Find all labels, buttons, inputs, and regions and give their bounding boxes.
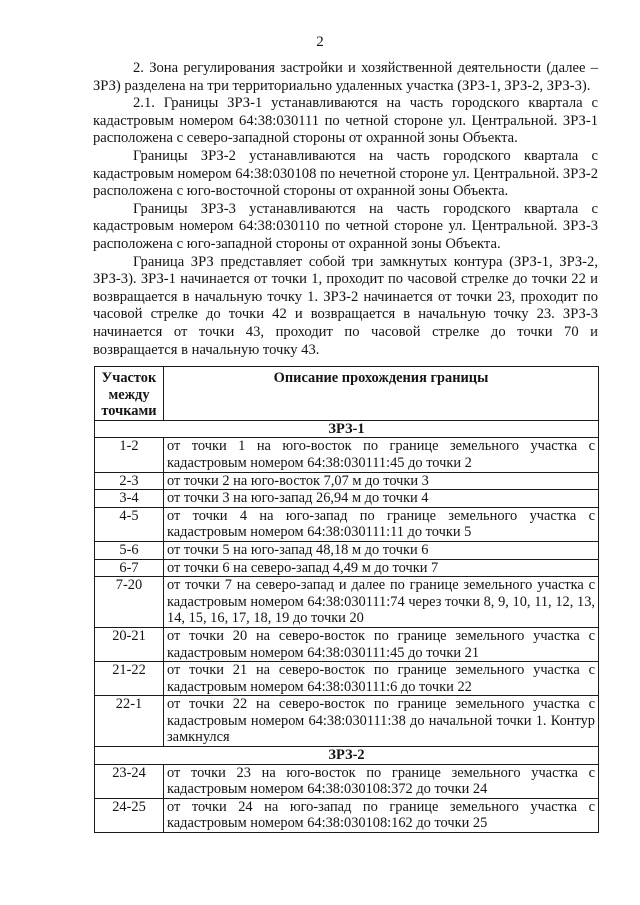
description-cell: от точки 20 на северо-восток по границе земельного участка с кадастровым номером 64:38:030111:45 до точки 21 (164, 627, 599, 661)
description-cell: от точки 21 на северо-восток по границе земельного участка с кадастровым номером 64:38:030111:6 до точки 22 (164, 662, 599, 696)
paragraph-zrz2-bounds: Границы ЗРЗ-2 устанавливаются на часть городского квартала с кадастровым номером 64:38:030108 по нечетной стороне ул. Центральной. ЗРЗ-2 расположена с юго-восточной стороны от охранной зоны Объекта. (93, 147, 598, 200)
segment-cell: 21-22 (95, 662, 164, 696)
paragraph-zrz1-bounds: 2.1. Границы ЗРЗ-1 устанавливаются на часть городского квартала с кадастровым номером 64:38:030111 по четной стороне ул. Центральной. ЗРЗ-1 расположена с северо-западной стороны от охранной зоны Объекта. (93, 95, 598, 147)
table-row (95, 438, 599, 472)
table-row (95, 627, 599, 661)
table-row (95, 559, 599, 577)
segment-cell: 6-7 (95, 559, 164, 577)
table-row (95, 577, 599, 628)
segment-cell: 2-3 (95, 472, 164, 490)
description-cell: от точки 24 на юго-запад по границе земельного участка с кадастровым номером 64:38:030108:162 до точки 25 (164, 798, 599, 832)
segment-cell: 20-21 (95, 627, 164, 661)
page-number: 2 (316, 34, 324, 50)
table-row (95, 662, 599, 696)
table-row (95, 541, 599, 559)
segment-cell: 22-1 (95, 696, 164, 747)
segment-cell: 5-6 (95, 541, 164, 559)
table-row (95, 696, 599, 747)
segment-cell: 4-5 (95, 507, 164, 541)
table-section-row (95, 747, 599, 765)
segment-cell: 23-24 (95, 764, 164, 798)
table-row (95, 764, 599, 798)
description-cell: от точки 23 на юго-восток по границе земельного участка с кадастровым номером 64:38:030108:372 до точки 24 (164, 764, 599, 798)
segment-cell: 3-4 (95, 490, 164, 508)
description-cell: от точки 3 на юго-запад 26,94 м до точки 4 (164, 490, 599, 508)
paragraph-contours: Граница ЗРЗ представляет собой три замкнутых контура (ЗРЗ-1, ЗРЗ-2, ЗРЗ-3). ЗРЗ-1 начинается от точки 1, проходит по часовой стрелке до точки 22 и возвращается в начальную точку 1. ЗРЗ-2 начинается от точки 23, проходит по часовой стрелке до точки 42 и возвращается в начальную точку 23. ЗРЗ-3 начинается от точки 43, проходит по часовой стрелке до точки 70 и возвращается в начальную точку 43. (93, 253, 598, 358)
table-row (95, 507, 599, 541)
paragraph-zrz3-bounds: Границы ЗРЗ-3 устанавливаются на часть городского квартала с кадастровым номером 64:38:030110 по четной стороне ул. Центральной. ЗРЗ-3 расположена с юго-западной стороны от охранной зоны Объекта. (93, 200, 598, 252)
description-cell: от точки 7 на северо-запад и далее по границе земельного участка с кадастровым номером 64:38:030111:74 через точки 8, 9, 10, 11, 12, 13, 14, 15, 16, 17, 18, 19 до точки 20 (164, 577, 599, 628)
section-title: ЗРЗ-2 (95, 747, 599, 765)
description-cell: от точки 2 на юго-восток 7,07 м до точки 3 (164, 472, 599, 490)
description-cell: от точки 6 на северо-запад 4,49 м до точки 7 (164, 559, 599, 577)
description-cell: от точки 1 на юго-восток по границе земельного участка с кадастровым номером 64:38:030111:45 до точки 2 (164, 438, 599, 472)
description-cell: от точки 5 на юго-запад 48,18 м до точки 6 (164, 541, 599, 559)
boundary-table (94, 366, 599, 833)
section-title: ЗРЗ-1 (95, 420, 599, 438)
paragraph-zone-overview: 2. Зона регулирования застройки и хозяйственной деятельности (далее – ЗРЗ) разделена на три территориально удаленных участка (ЗРЗ-1, ЗРЗ-2, ЗРЗ-3). (93, 60, 598, 94)
document-body (93, 60, 598, 359)
table-row (95, 472, 599, 490)
header-segment: Участок между точками (95, 367, 164, 421)
table-row (95, 490, 599, 508)
segment-cell: 24-25 (95, 798, 164, 832)
segment-cell: 1-2 (95, 438, 164, 472)
table-header-row (95, 367, 599, 421)
description-cell: от точки 4 на юго-запад по границе земельного участка с кадастровым номером 64:38:030111:11 до точки 5 (164, 507, 599, 541)
table-row (95, 798, 599, 832)
description-cell: от точки 22 на северо-восток по границе земельного участка с кадастровым номером 64:38:030111:38 до начальной точки 1. Контур замкнулся (164, 696, 599, 747)
table-section-row (95, 420, 599, 438)
table-body (95, 420, 599, 832)
segment-cell: 7-20 (95, 577, 164, 628)
header-description: Описание прохождения границы (164, 367, 599, 421)
